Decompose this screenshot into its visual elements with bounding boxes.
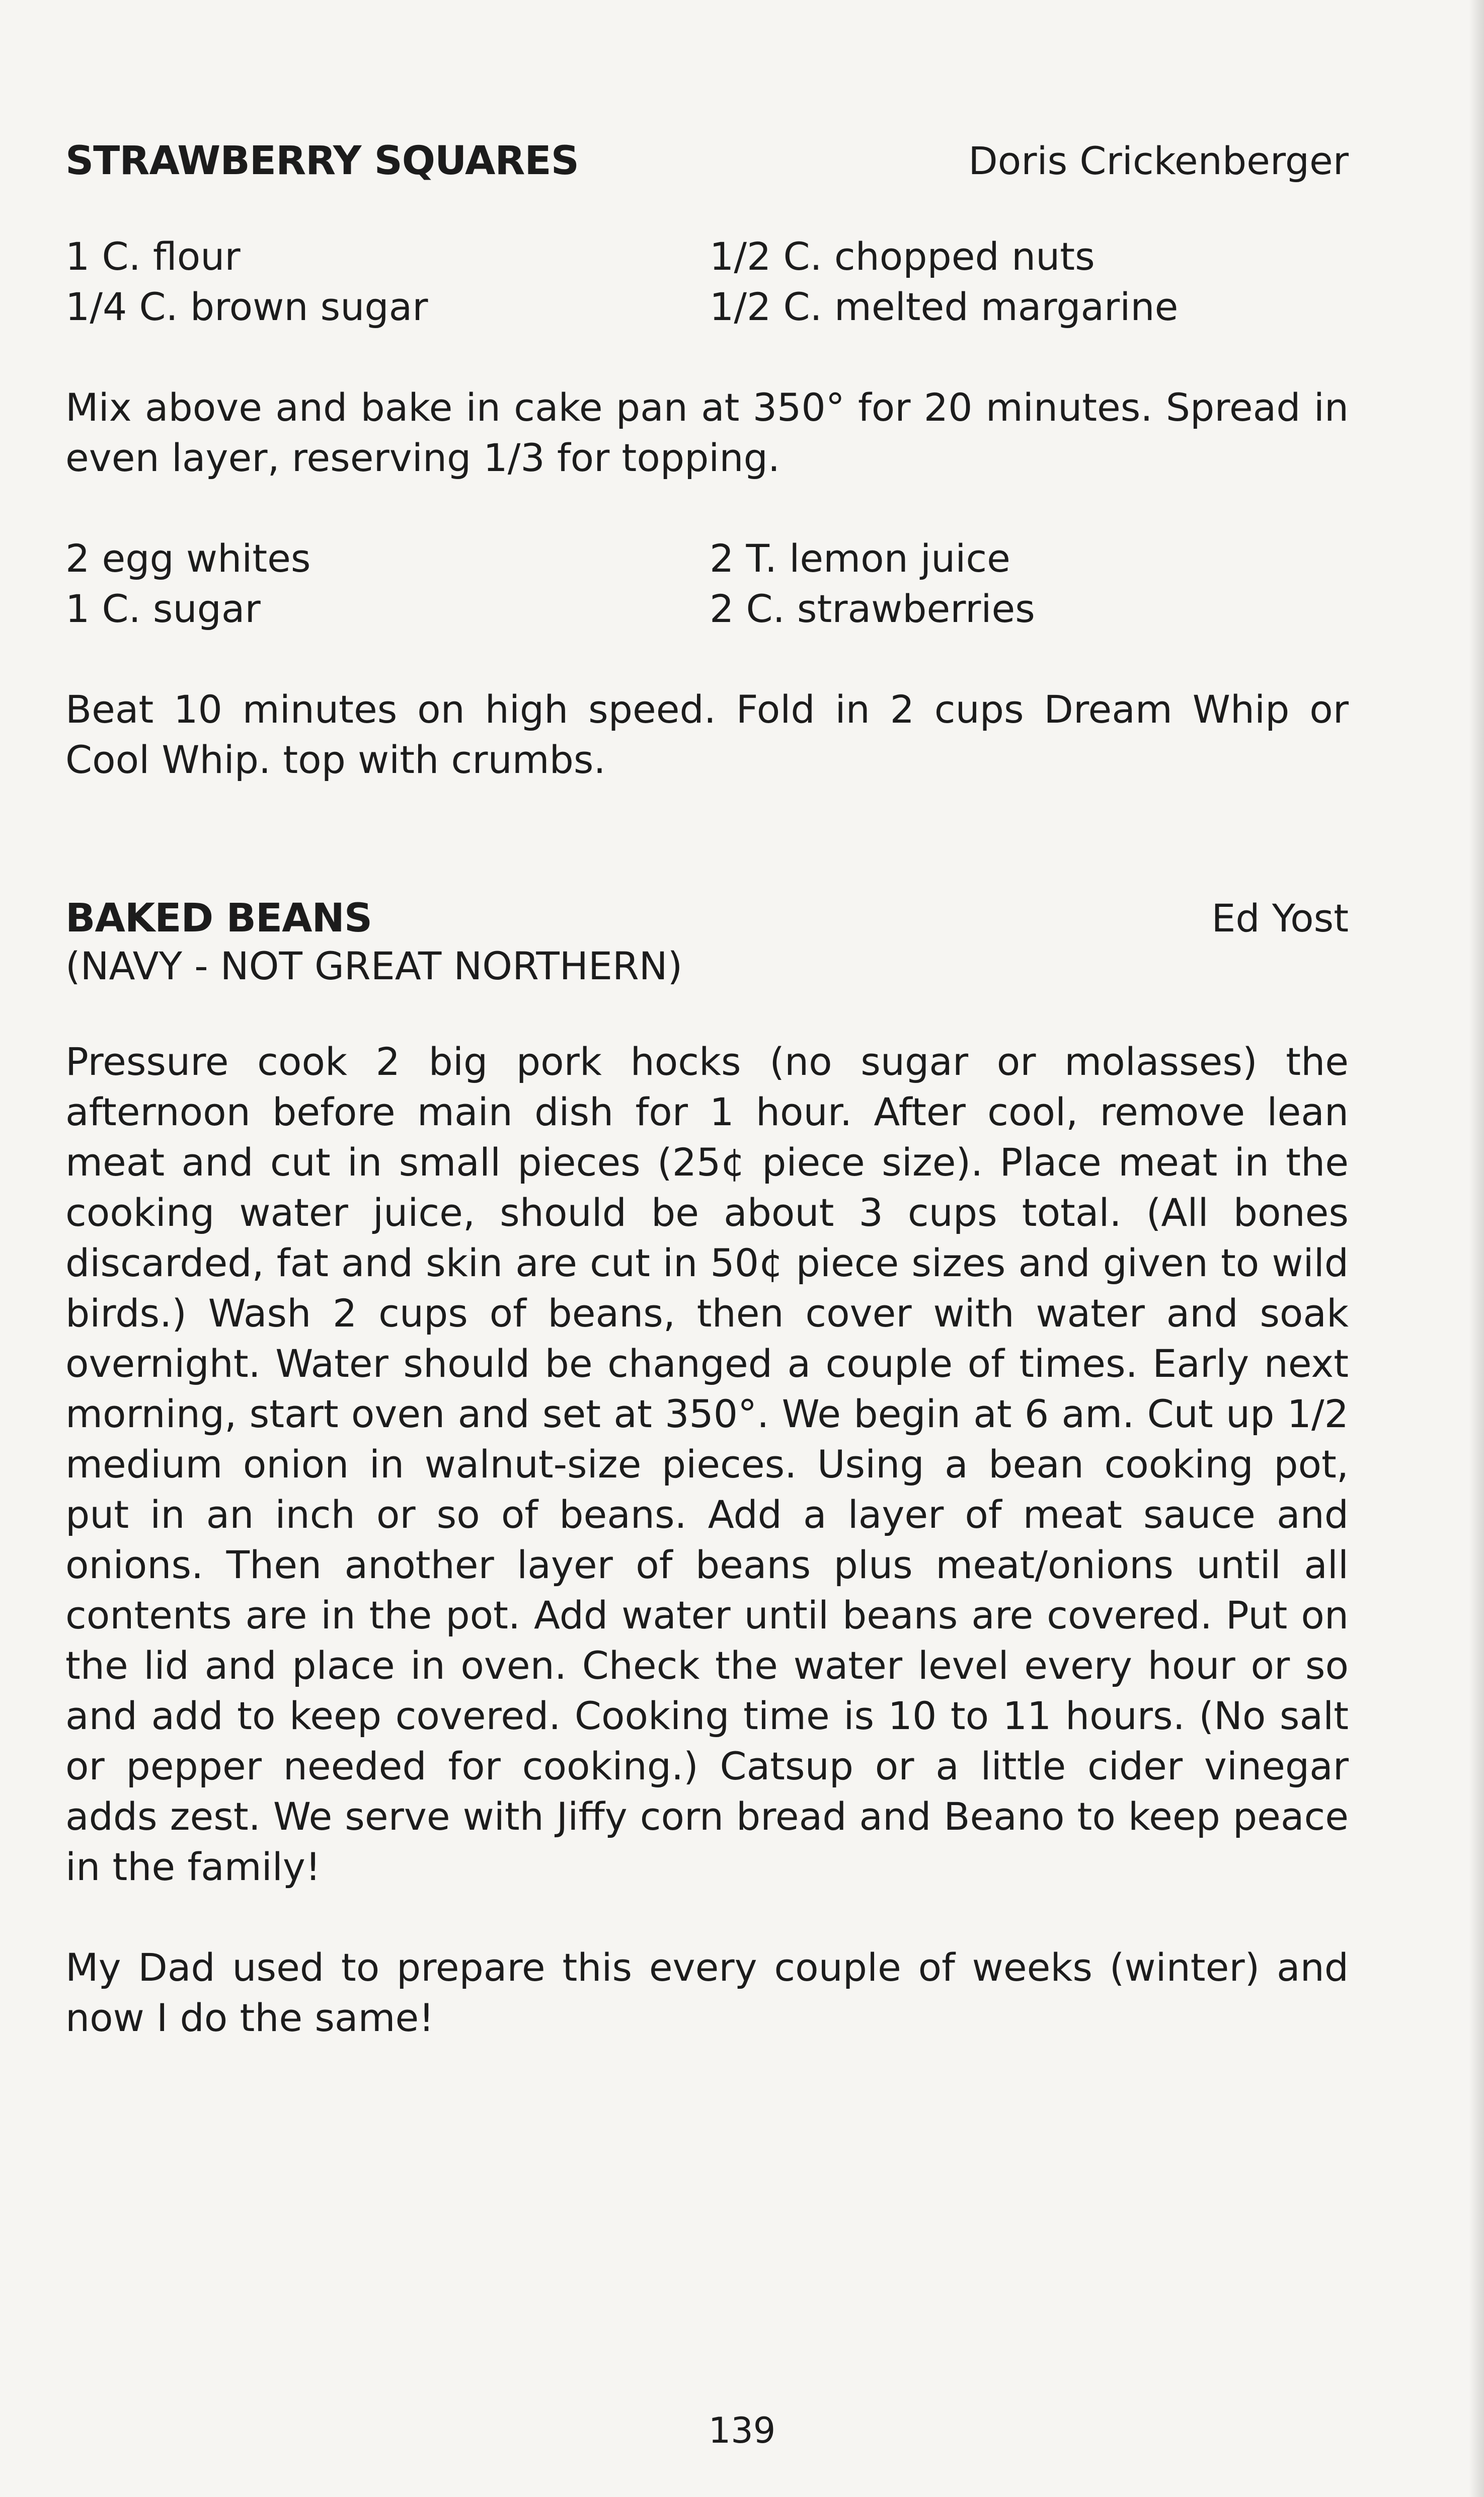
ingredient: 1/2 C. chopped nuts xyxy=(710,234,1095,279)
ingredient: 2 egg whites xyxy=(65,536,311,581)
recipe-header xyxy=(65,133,1349,199)
recipe-header xyxy=(65,891,1349,941)
ingredient: 1 C. sugar xyxy=(65,586,261,631)
ingredient: 2 T. lemon juice xyxy=(710,536,1010,581)
recipe-author: Ed Yost xyxy=(1211,896,1349,941)
ingredient-list xyxy=(65,231,1349,332)
ingredient-list xyxy=(65,533,1349,634)
ingredient: 1/4 C. brown sugar xyxy=(65,284,428,329)
recipe-title: STRAWBERRY SQUARES xyxy=(65,138,579,184)
ingredient: 1/2 C. melted margarine xyxy=(710,284,1179,329)
recipe-step: Mix above and bake in cake pan at 350° for 20 minutes. Spread in even layer, reserving 1/3 for topping. xyxy=(65,385,1349,480)
page-edge xyxy=(1469,0,1484,2497)
ingredient: 1 C. flour xyxy=(65,234,241,279)
recipe-subtitle: (NAVY - NOT GREAT NORTHERN) xyxy=(65,944,683,988)
recipe-step: Beat 10 minutes on high speed. Fold in 2 cups Dream Whip or Cool Whip. top with crumbs. xyxy=(65,687,1349,782)
recipe-note: My Dad used to prepare this every couple of weeks (winter) and now I do the same! xyxy=(65,1945,1349,2040)
ingredient: 2 C. strawberries xyxy=(710,586,1035,631)
recipe-directions: Pressure cook 2 big pork hocks (no sugar or molasses) the afternoon before main dish for 1 hour. After cool, remove lean meat and cut in small pieces (25¢ piece size). Place meat in the cooking water juice, should be about 3 cups total. (All bones discarded, fat and skin are cut in 50¢ piece sizes and given to wild birds.) Wash 2 cups of beans, then cover with water and soak overnight. Water should be changed a couple of times. Early next morning, start oven and set at 350°. We begin at 6 am. Cut up 1/2 medium onion in walnut-size pieces. Using a bean cooking pot, put in an inch or so of beans. Add a layer of meat sauce and onions. Then another layer of beans plus meat/onions until all contents are in the pot. Add water until beans are covered. Put on the lid and place in oven. Check the water level every hour or so and add to keep covered. Cooking time is 10 to 11 hours. (No salt or pepper needed for cooking.) Catsup or a little cider vinegar adds zest. We serve with Jiffy corn bread and Beano to keep peace in the family! xyxy=(65,1039,1349,1889)
recipe-title: BAKED BEANS xyxy=(65,896,372,941)
recipe-author: Doris Crickenberger xyxy=(968,138,1349,183)
recipe-strawberry-squares xyxy=(65,133,1349,785)
recipe-baked-beans xyxy=(65,891,1349,2043)
page-number: 139 xyxy=(708,2410,776,2451)
